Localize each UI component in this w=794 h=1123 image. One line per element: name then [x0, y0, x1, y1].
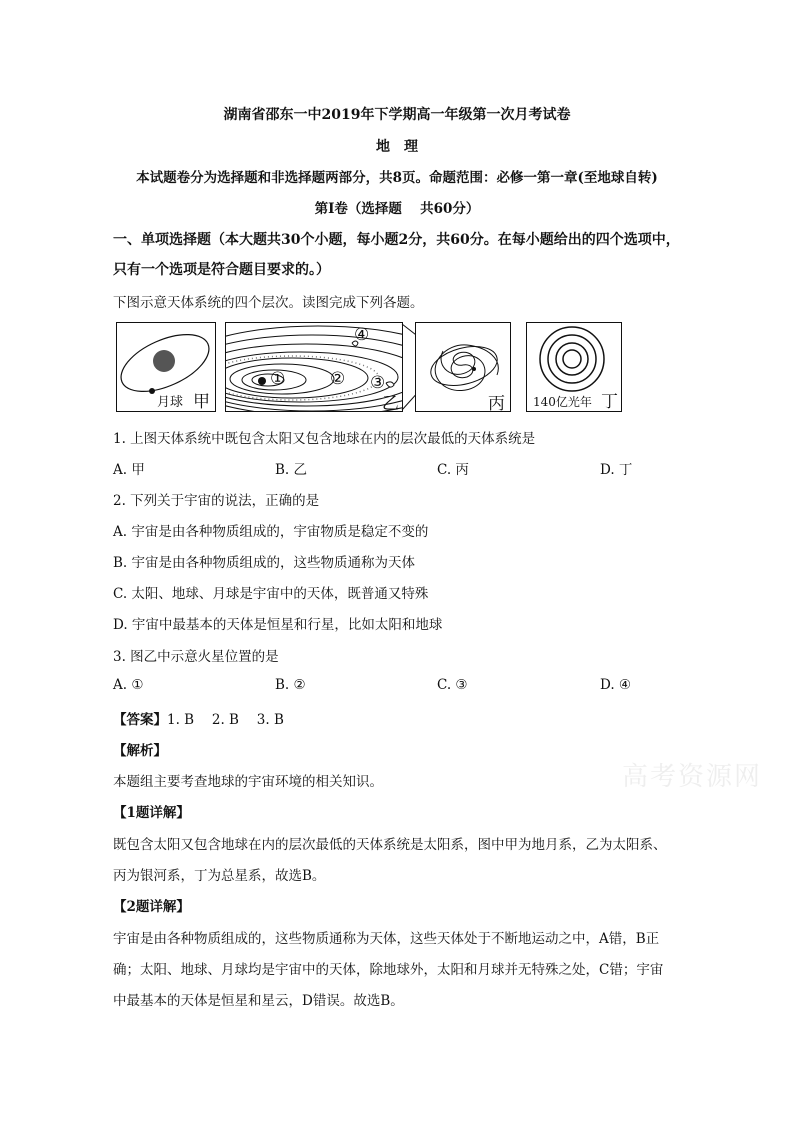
panel-yi [225, 322, 403, 412]
question-2-stem: 2. 下列关于宇宙的说法，正确的是 [113, 493, 320, 509]
panel-bing-label: 丙 [488, 394, 505, 414]
part-heading: 第Ⅰ卷（选择题 共60分） [314, 201, 480, 217]
exam-intro: 本试题卷分为选择题和非选择题两部分，共8页。命题范围：必修一第一章(至地球自转) [136, 170, 658, 186]
question-2-option-d[interactable]: D. 宇宙中最基本的天体是恒星和行星，比如太阳和地球 [113, 617, 443, 633]
question-1-option-b[interactable]: B. 乙 [275, 462, 308, 478]
question-3-option-c[interactable]: C. ③ [437, 677, 468, 693]
answer-block [113, 708, 284, 728]
q1-detail-label: 【1题详解】 [113, 805, 190, 821]
panel-bing [415, 322, 511, 412]
question-2-option-a[interactable]: A. 宇宙是由各种物质组成的，宇宙物质是稳定不变的 [113, 524, 429, 540]
question-2-option-b[interactable]: B. 宇宙是由各种物质组成的，这些物质通称为天体 [113, 555, 416, 571]
q1-detail-line1: 既包含太阳又包含地球在内的层次最低的天体系统是太阳系，图中甲为地月系，乙为太阳系、 [113, 837, 667, 853]
panel-ding [526, 322, 622, 412]
question-3-option-d[interactable]: D. ④ [600, 677, 632, 693]
moon-icon [149, 388, 155, 394]
panel-ding-label: 丁 [601, 392, 618, 412]
question-1-option-d[interactable]: D. 丁 [600, 462, 633, 478]
sun-icon [258, 377, 266, 385]
solar-system-diagram [226, 323, 402, 411]
panel-jia-label: 甲 [193, 392, 210, 412]
section-heading-line2: 只有一个选项是符合题目要求的。） [113, 262, 330, 278]
marker-2: ② [330, 369, 346, 389]
moon-label: 月球 [157, 395, 184, 410]
question-3-stem: 3. 图乙中示意火星位置的是 [113, 649, 279, 665]
panel-jia [116, 322, 216, 412]
watermark: 高考资源网 [622, 762, 763, 792]
q2-detail-line2: 确；太阳、地球、月球均是宇宙中的天体，除地球外，太阳和月球并无特殊之处，C错；宇宙 [113, 962, 664, 978]
marker-4: ④ [354, 325, 370, 345]
answer-text: 1. B 2. B 3. B [167, 712, 284, 728]
q1-detail-line2: 丙为银河系，丁为总星系，故选B。 [113, 868, 326, 884]
q2-detail-line1: 宇宙是由各种物质组成的，这些物质通称为天体，这些天体处于不断地运动之中，A错，B正 [113, 931, 660, 947]
subject-title: 地 理 [376, 139, 418, 155]
question-1-stem: 1. 上图天体系统中既包含太阳又包含地球在内的层次最低的天体系统是 [113, 431, 536, 447]
question-1-option-c[interactable]: C. 丙 [437, 462, 469, 478]
panel-yi-label: 乙 [382, 394, 399, 414]
q2-detail-label: 【2题详解】 [113, 899, 190, 915]
question-stem-intro: 下图示意天体系统的四个层次。读图完成下列各题。 [113, 295, 424, 311]
section-heading-line1: 一、单项选择题（本大题共30个小题，每小题2分，共60分。在每小题给出的四个选项中， [113, 232, 680, 248]
q2-detail-line3: 中最基本的天体是恒星和星云，D错误。故选B。 [113, 993, 404, 1009]
question-2-option-c[interactable]: C. 太阳、地球、月球是宇宙中的天体，既普通又特殊 [113, 586, 429, 602]
answer-label: 【答案】 [113, 712, 167, 728]
exam-title: 湖南省邵东一中2019年下学期高一年级第一次月考试卷 [223, 107, 571, 123]
distance-label: 140亿光年 [533, 395, 592, 409]
analysis-summary: 本题组主要考查地球的宇宙环境的相关知识。 [113, 774, 383, 790]
earth-icon [153, 350, 175, 372]
marker-3: ③ [370, 373, 386, 393]
marker-1: ① [270, 369, 286, 389]
analysis-label: 【解析】 [113, 743, 167, 759]
question-3-option-b[interactable]: B. ② [275, 677, 306, 693]
question-3-option-a[interactable]: A. ① [113, 677, 144, 693]
question-1-option-a[interactable]: A. 甲 [113, 462, 145, 478]
